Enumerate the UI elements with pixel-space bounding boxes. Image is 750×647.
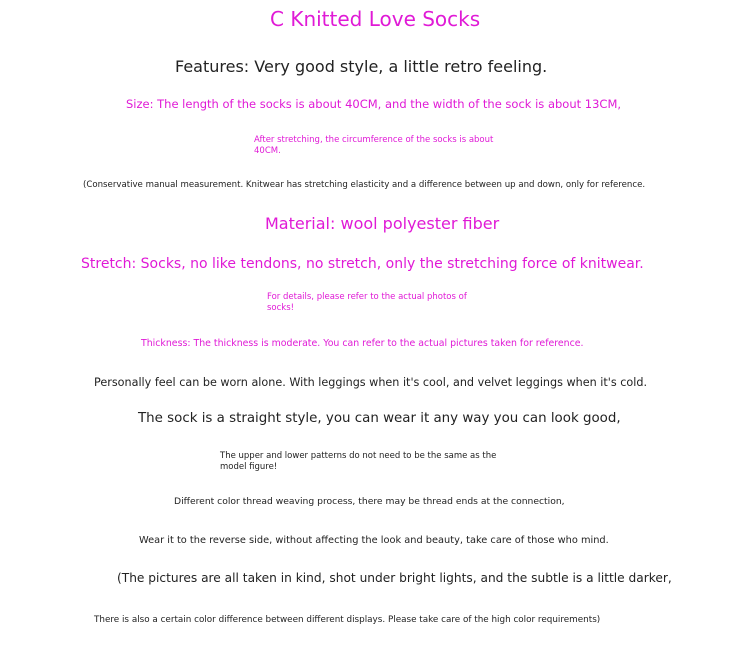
display-note: There is also a certain color difference between different displays. Please take care of the high color requirements) [94,615,601,625]
pattern-line-1: The upper and lower patterns do not need to be the same as the [220,451,497,461]
wear-note: Personally feel can be worn alone. With leggings when it's cool, and velvet leggings when it's cold. [94,376,647,389]
pattern-line-2: model figure! [220,462,278,472]
thread-note: Different color thread weaving process, there may be thread ends at the connection, [174,496,565,507]
pictures-note: (The pictures are all taken in kind, shot under bright lights, and the subtle is a little darker, [117,571,672,585]
style-note: The sock is a straight style, you can wear it any way you can look good, [138,411,621,426]
reverse-note: Wear it to the reverse side, without affecting the look and beauty, take care of those who mind. [139,535,609,546]
material-text: Material: wool polyester fiber [265,214,500,233]
features-text: Features: Very good style, a little retro feeling. [175,57,548,76]
details-line-2: socks! [267,303,295,313]
measurement-note: (Conservative manual measurement. Knitwear has stretching elasticity and a difference between up and down, only for reference. [83,180,646,190]
details-line-1: For details, please refer to the actual photos of [267,292,467,302]
thickness-text: Thickness: The thickness is moderate. You can refer to the actual pictures taken for reference. [141,338,584,349]
after-stretching-line-2: 40CM. [254,146,281,156]
page-title: C Knitted Love Socks [270,7,481,31]
size-text: Size: The length of the socks is about 40CM, and the width of the sock is about 13CM, [126,97,622,111]
stretch-text: Stretch: Socks, no like tendons, no stretch, only the stretching force of knitwear. [81,256,644,272]
after-stretching-line-1: After stretching, the circumference of the socks is about [254,135,494,145]
